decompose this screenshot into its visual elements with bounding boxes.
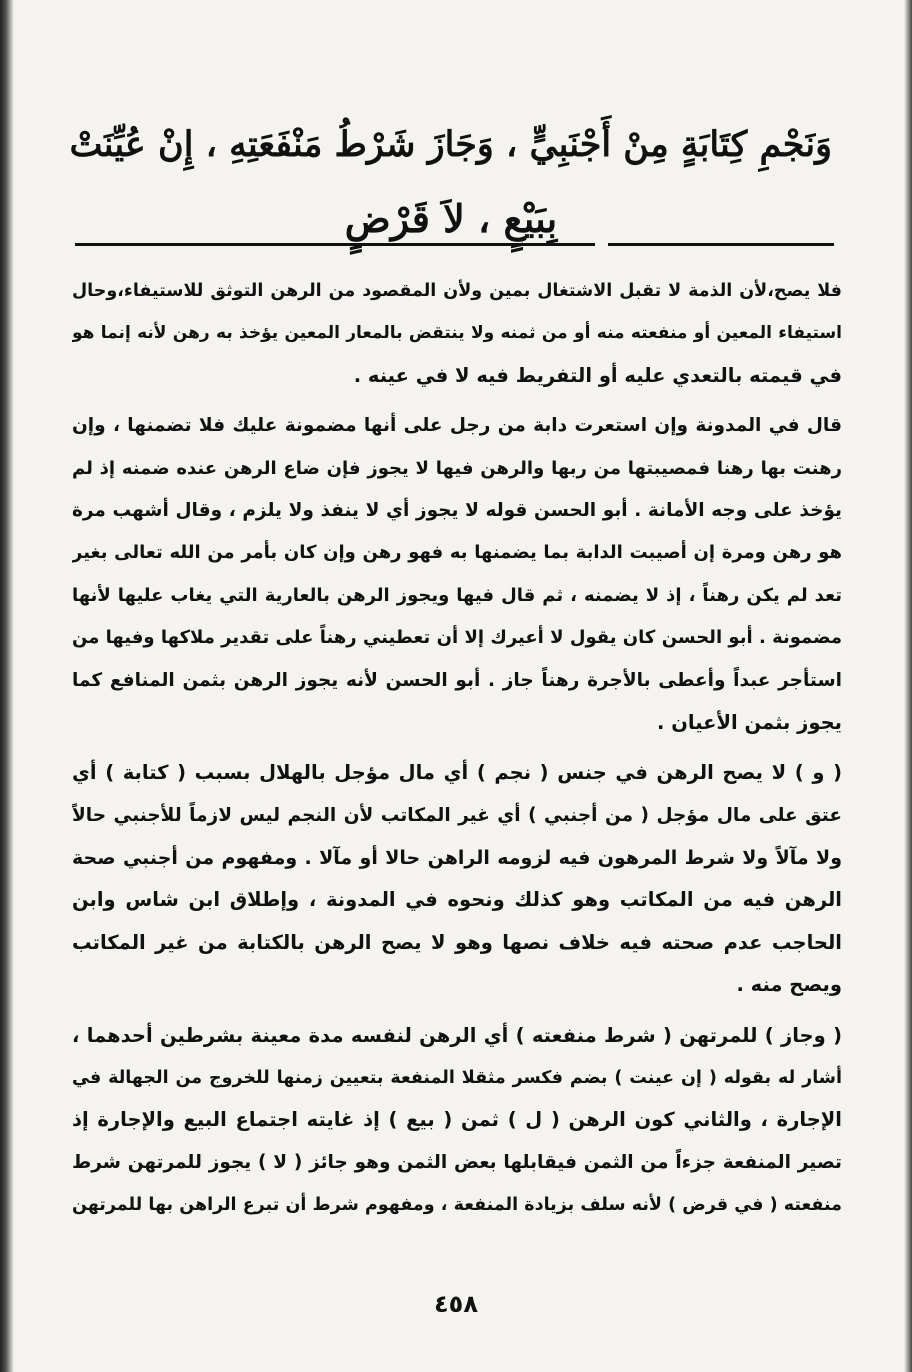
divider-rule-right (608, 243, 834, 246)
text-line: تعد لم يكن رهناً ، إذ لا يضمنه ، ثم قال فيها ويجوز الرهن بالعارية التي يغاب عليها لأنها (72, 584, 842, 606)
text-line: هو رهن ومرة إن أصيبت الدابة بما يضمنها به فهو رهن وإن كان بأمر من الله تعالى بغير (72, 542, 842, 564)
text-line: تصير المنفعة جزءاً من الثمن فيقابلها بعض الثمن وهو جائز ( لا ) يجوز للمرتهن شرط (72, 1151, 842, 1173)
page-edge-shadow-right (904, 0, 912, 1372)
text-line: رهنت بها رهنا فمصيبتها من ربها والرهن فيها لا يجوز فإن ضاع الرهن عنده ضمنه إذ لم (72, 457, 842, 479)
text-line: ويصح منه . (736, 973, 842, 997)
text-line: في قيمته بالتعدي عليه أو التفريط فيه لا في عينه . (353, 363, 842, 387)
text-line: عتق على مال مؤجل ( من أجنبي ) أي غير المكاتب لأن النجم ليس لازماً للأجنبي حالاً (72, 804, 842, 826)
text-line: الرهن فيه من المكاتب وهو كذلك ونحوه في المدونة ، وإطلاق ابن شاس وابن (72, 888, 842, 912)
text-line: استأجر عبداً وأعطى بالأجرة رهناً جاز . أبو الحسن لأنه يجوز الرهن بثمن المنافع كما (72, 669, 842, 691)
text-line: الحاجب عدم صحته فيه خلاف نصها وهو لا يصح الرهن بالكتابة من غير المكاتب (72, 930, 842, 954)
text-line: استيفاء المعين أو منفعته منه أو من ثمنه ولا ينتقض بالمعار المعين يؤخذ به رهن لأنه إنما هو (72, 323, 842, 344)
matn-line-1: وَنَجْمِ كِتَابَةٍ مِنْ أَجْنَبِيٍّ ، وَجَازَ شَرْطُ مَنْفَعَتِهِ ، إِنْ عُيِّنَتْ (69, 124, 832, 165)
text-line: ولا مآلاً ولا شرط المرهون فيه لزومه الراهن حالا أو مآلا . ومفهوم من أجنبي صحة (72, 847, 842, 870)
text-line: يجوز بثمن الأعيان . (657, 710, 842, 734)
paragraph-4 (72, 1015, 842, 1227)
text-line: ( وجاز ) للمرتهن ( شرط منفعته ) أي الرهن لنفسه مدة معينة بشرطين أحدهما ، (72, 1023, 842, 1047)
paragraph-1 (72, 270, 842, 397)
page-number: ٤٥٨ (434, 1290, 478, 1318)
text-line: يؤخذ على وجه الأمانة . أبو الحسن قوله لا يجوز أي لا ينفذ ولا يلزم ، وقال أشهب مرة (72, 499, 842, 521)
page-edge-shadow (0, 0, 14, 1372)
paragraph-2 (72, 405, 842, 744)
text-line: الإجارة ، والثاني كون الرهن ( ل ) ثمن ( بيع ) إذ غايته اجتماع البيع والإجارة إذ (72, 1108, 842, 1132)
text-line: ( و ) لا يصح الرهن في جنس ( نجم ) أي مال مؤجل بالهلال بسبب ( كتابة ) أي (72, 761, 842, 785)
paragraph-3 (72, 752, 842, 1006)
matn-line-2: بِبَيْعٍ ، لاَ قَرْضٍ (344, 196, 558, 241)
text-line: فلا يصح،لأن الذمة لا تقبل الاشتغال بمين ولأن المقصود من الرهن التوثق للاستيفاء،وحال (72, 281, 842, 301)
text-line: مضمونة . أبو الحسن كان يقول لا أعيرك إلا أن تعطيني رهناً على تقدير ملاكها وفيها من (72, 627, 842, 649)
text-line: أشار له بقوله ( إن عينت ) بضم فكسر مثقلا المنفعة بتعيين زمنها للخروج من الجهالة في (72, 1068, 842, 1089)
commentary-body (72, 270, 842, 1227)
divider-rule-left (75, 243, 595, 246)
text-line: منفعته ( في قرض ) لأنه سلف بزيادة المنفعة ، ومفهوم شرط أن تبرع الراهن بها للمرتهن (72, 1195, 842, 1216)
matn-heading (70, 108, 832, 256)
text-line: قال في المدونة وإن استعرت دابة من رجل على أنها مضمونة عليك فلا تضمنها ، وإن (72, 415, 842, 437)
